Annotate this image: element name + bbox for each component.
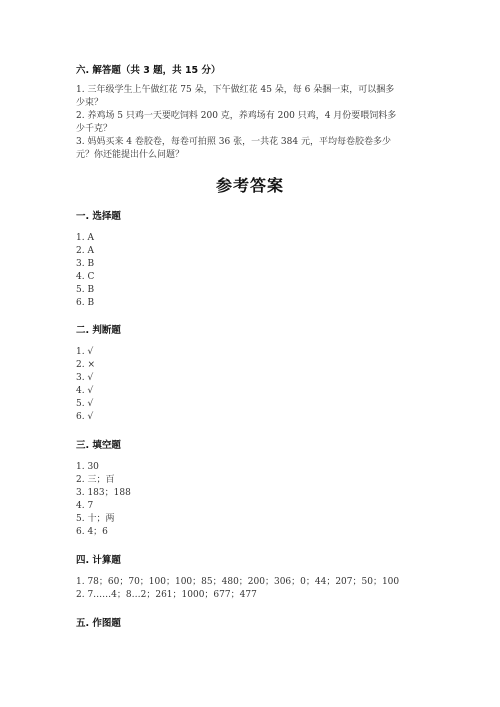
- answer-item: 2. A: [76, 246, 94, 256]
- answer-list-fill-blank: [76, 461, 131, 539]
- question-line: 少千克？: [76, 124, 113, 134]
- answers-title: 参考答案: [215, 176, 284, 195]
- answer-item: 5. √: [76, 399, 94, 409]
- section6-heading: 六. 解答题（共 3 题，共 15 分）: [76, 65, 221, 76]
- section-heading-judgement: 二. 判断题: [76, 325, 121, 336]
- answer-list-judgement: [76, 346, 95, 424]
- section-heading-drawing: 五. 作图题: [76, 618, 121, 629]
- question-line: 3. 妈妈买来 4 卷胶卷，每卷可拍照 36 张，一共花 384 元，平均每卷胶卷多少: [76, 137, 391, 147]
- answer-item: 6. 4；6: [76, 527, 108, 537]
- answer-item: 5. B: [76, 285, 95, 295]
- answer-item: 3. B: [76, 259, 95, 269]
- answer-item: 2. 7……4；8…2；261；1000；677；477: [76, 590, 257, 600]
- answer-item: 1. √: [76, 347, 94, 357]
- answer-item: 2. 三；百: [76, 475, 115, 485]
- answer-item: 4. 7: [76, 501, 94, 511]
- answer-item: 3. 183；188: [76, 488, 131, 498]
- answer-item: 2. ×: [76, 360, 95, 370]
- answer-item: 1. A: [76, 233, 94, 243]
- answer-item: 1. 30: [76, 462, 99, 472]
- question-line: 少束？: [76, 98, 104, 108]
- answer-list-calculation: [76, 576, 399, 602]
- answer-item: 4. C: [76, 272, 95, 282]
- section6-question-list: [76, 84, 396, 162]
- question-line: 2. 养鸡场 5 只鸡一天要吃饲料 200 克，养鸡场有 200 只鸡，4 月份要喂饲料多: [76, 111, 397, 121]
- question-line: 1. 三年级学生上午做红花 75 朵，下午做红花 45 朵，每 6 朵捆一束，可以捆多: [76, 85, 395, 95]
- answer-item: 4. √: [76, 386, 94, 396]
- section-heading-fill-blank: 三. 填空题: [76, 440, 121, 451]
- question-line: 元？你还能提出什么问题？: [76, 150, 185, 160]
- answer-item: 1. 78；60；70；100；100；85；480；200；306；0；44；207；50；100: [76, 577, 400, 587]
- answer-item: 3. √: [76, 373, 94, 383]
- answer-item: 6. B: [76, 298, 95, 308]
- answer-item: 5. 十；两: [76, 514, 115, 524]
- answer-item: 6. √: [76, 412, 94, 422]
- section-heading-choice: 一. 选择题: [76, 211, 121, 222]
- answer-list-choice: [76, 232, 94, 310]
- section-heading-calculation: 四. 计算题: [76, 555, 121, 566]
